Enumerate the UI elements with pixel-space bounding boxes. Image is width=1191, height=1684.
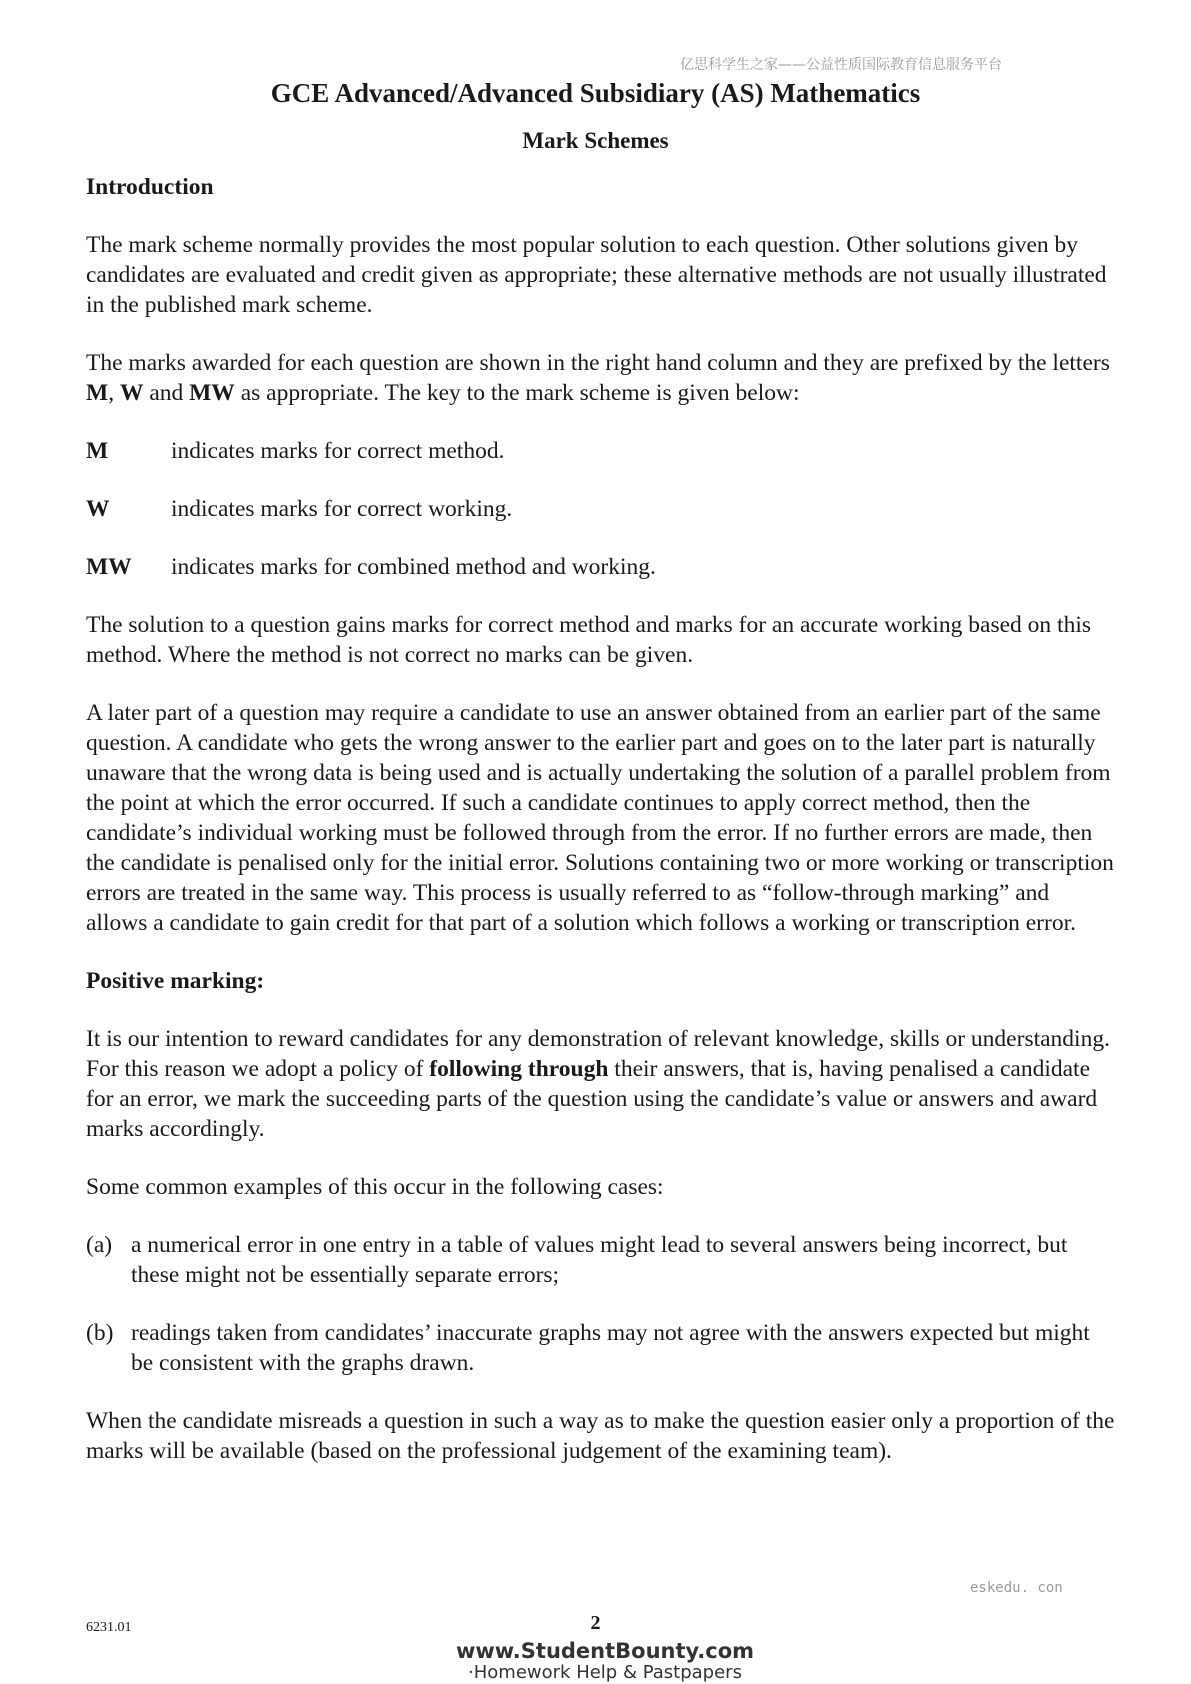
positive-marking-heading: Positive marking: (86, 968, 265, 994)
intro-paragraph-2 (86, 348, 1116, 408)
list-item (86, 1230, 1116, 1290)
intro-p2-text-b: as appropriate. The key to the mark scheme is given below: (234, 380, 800, 406)
positive-bold: following through (429, 1056, 609, 1082)
studentbounty-tagline: ·Homework Help & Pastpapers (468, 1662, 742, 1683)
follow-through-paragraph: A later part of a question may require a candidate to use an answer obtained from an earlier part of the same question. A candidate who gets the wrong answer to the earlier part and goes on to the later part is naturally unaware that the wrong data is being used and is actually undertaking the solution of a parallel problem from the point at which the error occurred. If such a candidate continues to apply correct method, then the candidate’s individual working must be followed through from the error. If no further errors are made, then the candidate is penalised only for the initial error. Solutions containing two or more working or transcription errors are treated in the same way. This process is usually referred to as “follow-through marking” and allows a candidate to gain credit for that part of a solution which follows a working or transcription error. (86, 700, 1114, 936)
document-body (86, 172, 1116, 1494)
header-watermark: 亿思科学生之家——公益性质国际教育信息服务平台 (680, 57, 1002, 73)
studentbounty-url[interactable]: www.StudentBounty.com (455, 1639, 755, 1663)
key-row-w (86, 494, 1116, 524)
key-description: indicates marks for correct method. (171, 438, 505, 464)
intro-p2-m: M (86, 380, 109, 406)
key-code: W (86, 496, 110, 522)
list-label: (a) (86, 1232, 113, 1258)
key-row-mw (86, 552, 1116, 582)
studentbounty-logo[interactable] (455, 1640, 755, 1684)
list-text: readings taken from candidates’ inaccurate graphs may not agree with the answers expected but might be consistent with the graphs drawn. (131, 1320, 1090, 1376)
list-item (86, 1318, 1116, 1378)
intro-paragraph-1: The mark scheme normally provides the most popular solution to each question. Other solutions given by candidates are evaluated and credit given as appropriate; these alternative methods are not usually illustrated in the published mark scheme. (86, 232, 1107, 318)
intro-p2-comma: , (108, 380, 120, 406)
positive-paragraph (86, 1024, 1116, 1144)
intro-p2-text-a: The marks awarded for each question are shown in the right hand column and they are prefixed by the letters (86, 350, 1110, 376)
method-paragraph: The solution to a question gains marks for correct method and marks for an accurate working based on this method. Where the method is not correct no marks can be given. (86, 612, 1091, 668)
positive-text-b: their answers, that is, having penalised a candidate for an error, we mark the succeeding parts of the question using the candidate’s value or answers and award marks accordingly. (86, 1056, 1098, 1142)
key-description: indicates marks for correct working. (171, 496, 513, 522)
key-row-m (86, 436, 1116, 466)
key-code: MW (86, 554, 132, 580)
key-description: indicates marks for combined method and working. (171, 554, 656, 580)
paper-code: 6231.01 (86, 1620, 132, 1635)
examples-intro: Some common examples of this occur in the following cases: (86, 1174, 664, 1200)
introduction-heading: Introduction (86, 174, 214, 200)
page-number: 2 (590, 1612, 601, 1634)
document-title: GCE Advanced/Advanced Subsidiary (AS) Mathematics (270, 78, 921, 108)
intro-p2-mw: MW (189, 380, 235, 406)
document-subtitle: Mark Schemes (522, 128, 669, 153)
intro-p2-and: and (143, 380, 190, 406)
footer-watermark: eskedu. con (970, 1580, 1063, 1596)
list-text: a numerical error in one entry in a table of values might lead to several answers being incorrect, but these might not be essentially separate errors; (131, 1232, 1068, 1288)
misread-paragraph: When the candidate misreads a question in such a way as to make the question easier only a proportion of the marks will be available (based on the professional judgement of the examining team). (86, 1408, 1115, 1464)
list-label: (b) (86, 1320, 114, 1346)
key-code: M (86, 438, 109, 464)
positive-text-a: It is our intention to reward candidates for any demonstration of relevant knowledge, skills or understanding. For this reason we adopt a policy of (86, 1026, 1110, 1082)
intro-p2-w: W (119, 380, 144, 406)
